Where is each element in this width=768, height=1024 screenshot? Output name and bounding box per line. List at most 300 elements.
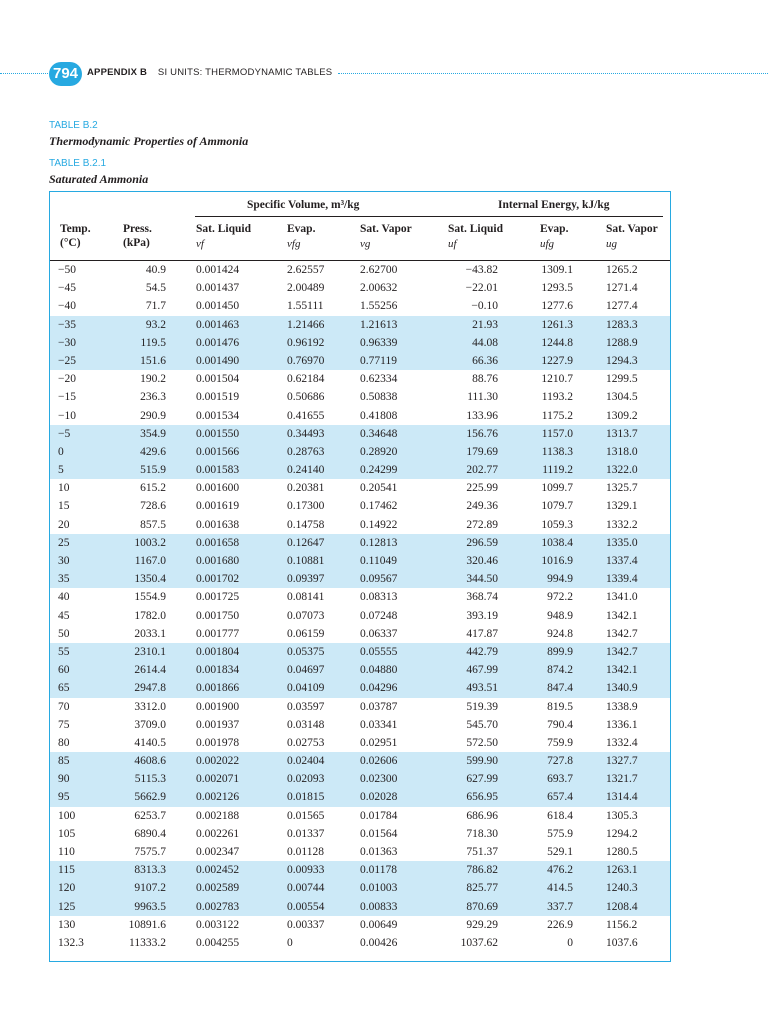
cell-temp: 90 (58, 773, 70, 786)
cell-temp: −35 (58, 318, 76, 331)
cell-press: 40.9 (145, 264, 166, 276)
cell-u-f: 718.30 (466, 827, 498, 840)
cell-v-g: 0.01784 (360, 809, 398, 822)
table-row (50, 843, 670, 861)
header-dotted-rule-right (338, 73, 768, 74)
cell-v-f: 0.002188 (196, 809, 240, 822)
cell-temp: 65 (58, 682, 70, 695)
cell-u-g: 1304.5 (606, 391, 638, 404)
cell-u-f: 825.77 (466, 882, 498, 895)
col-header-v-evap: Evap. (287, 223, 316, 235)
cell-u-g: 1299.5 (606, 373, 638, 386)
cell-u-fg: 529.1 (547, 846, 573, 858)
cell-v-fg: 0.05375 (287, 645, 325, 658)
cell-v-f: 0.002452 (196, 864, 240, 877)
cell-v-f: 0.001834 (196, 664, 240, 677)
cell-v-fg: 0.50686 (287, 391, 325, 404)
cell-u-g: 1263.1 (606, 864, 638, 877)
cell-temp: 0 (58, 445, 64, 458)
cell-press: 857.5 (140, 518, 166, 531)
cell-press: 1167.0 (134, 555, 166, 567)
cell-v-f: 0.001600 (196, 482, 240, 495)
cell-v-fg: 0.09397 (287, 573, 325, 586)
cell-temp: 55 (58, 645, 70, 658)
cell-u-fg: 657.4 (547, 791, 573, 804)
cell-u-f: 156.76 (466, 427, 498, 440)
cell-v-g: 0.02300 (360, 773, 398, 786)
appendix-label: APPENDIX B (87, 67, 148, 78)
cell-temp: −50 (58, 264, 76, 276)
cell-temp: −5 (58, 427, 71, 440)
cell-v-g: 0.02606 (360, 755, 398, 768)
cell-v-fg: 0.01337 (287, 827, 325, 840)
cell-u-g: 1314.4 (606, 791, 638, 804)
cell-u-g: 1305.3 (606, 809, 638, 822)
table-row (50, 916, 670, 934)
cell-v-fg: 1.55111 (287, 300, 324, 313)
cell-temp: 20 (58, 518, 70, 531)
cell-u-g: 1329.1 (606, 500, 638, 513)
cell-u-g: 1318.0 (606, 445, 638, 458)
cell-u-g: 1342.7 (606, 627, 638, 640)
cell-v-f: 0.002783 (196, 900, 240, 913)
table-row (50, 607, 670, 625)
cell-v-f: 0.001424 (196, 264, 240, 276)
cell-temp: 40 (58, 591, 70, 604)
table-row (50, 861, 670, 879)
cell-v-g: 1.55256 (360, 300, 398, 313)
cell-u-fg: 337.7 (547, 900, 573, 913)
cell-u-f: 572.50 (466, 736, 498, 749)
cell-u-f: 442.79 (466, 645, 498, 658)
cell-v-fg: 0.02404 (287, 755, 325, 768)
cell-u-g: 1037.6 (606, 936, 638, 949)
cell-u-fg: 994.9 (547, 573, 573, 586)
cell-v-fg: 0.01565 (287, 809, 325, 822)
cell-press: 6890.4 (134, 827, 166, 840)
cell-u-f: 249.36 (466, 500, 498, 513)
cell-v-f: 0.001978 (196, 736, 240, 749)
cell-u-fg: 899.9 (547, 645, 573, 658)
cell-u-fg: 1175.2 (541, 409, 573, 422)
cell-u-f: 519.39 (466, 700, 498, 713)
cell-v-fg: 0.10881 (287, 555, 325, 567)
cell-u-f: 393.19 (466, 609, 498, 622)
table-label: TABLE B.2 (49, 120, 98, 131)
cell-temp: 95 (58, 791, 70, 804)
cell-u-f: 870.69 (466, 900, 498, 913)
cell-v-f: 0.001490 (196, 354, 240, 367)
cell-u-f: 88.76 (472, 373, 498, 386)
cell-v-fg: 0.00554 (287, 900, 325, 913)
cell-v-g: 0.03341 (360, 718, 398, 731)
cell-u-fg: 847.4 (547, 682, 573, 695)
cell-press: 8313.3 (134, 864, 166, 877)
cell-v-fg: 0.00337 (287, 918, 325, 931)
cell-v-fg: 0.14758 (287, 518, 325, 531)
symbol-ug: ug (606, 238, 617, 250)
table-row (50, 679, 670, 697)
col-header-v-sat-vapor: Sat. Vapor (360, 223, 412, 235)
cell-v-fg: 0.00933 (287, 864, 325, 877)
table-row (50, 752, 670, 770)
table-row (50, 825, 670, 843)
symbol-ufg: ufg (540, 238, 555, 250)
cell-v-fg: 0.76970 (287, 354, 325, 367)
table-row (50, 698, 670, 716)
table-row (50, 625, 670, 643)
cell-temp: 105 (58, 827, 76, 840)
cell-u-f: 627.99 (466, 773, 498, 786)
cell-u-fg: 618.4 (547, 809, 573, 822)
cell-u-f: 320.46 (466, 555, 498, 567)
cell-temp: −30 (58, 336, 76, 349)
cell-v-f: 0.001638 (196, 518, 240, 531)
table-row (50, 879, 670, 897)
cell-press: 4140.5 (134, 736, 166, 749)
table-row (50, 479, 670, 497)
cell-v-fg: 0.00744 (287, 882, 325, 895)
cell-u-g: 1332.2 (606, 518, 638, 531)
cell-u-fg: 1138.3 (541, 445, 573, 458)
cell-temp: 15 (58, 500, 70, 513)
cell-press: 9963.5 (134, 900, 166, 913)
cell-u-g: 1340.9 (606, 682, 638, 695)
table-row (50, 443, 670, 461)
table-row (50, 643, 670, 661)
cell-v-g: 0.34648 (360, 427, 398, 440)
cell-u-g: 1322.0 (606, 464, 638, 477)
cell-temp: 50 (58, 627, 70, 640)
cell-temp: 30 (58, 555, 70, 567)
table-row (50, 279, 670, 297)
cell-press: 151.6 (140, 354, 166, 367)
cell-v-g: 0.41808 (360, 409, 398, 422)
cell-u-g: 1156.2 (606, 918, 638, 931)
cell-v-f: 0.001777 (196, 627, 240, 640)
cell-press: 190.2 (140, 373, 166, 386)
table-row (50, 388, 670, 406)
cell-v-fg: 2.62557 (287, 264, 325, 276)
cell-u-fg: 727.8 (547, 755, 573, 768)
table-row (50, 588, 670, 606)
cell-press: 2614.4 (134, 664, 166, 677)
cell-u-fg: 1210.7 (541, 373, 573, 386)
cell-v-fg: 0.41655 (287, 409, 325, 422)
cell-u-g: 1342.7 (606, 645, 638, 658)
cell-u-fg: 1309.1 (541, 264, 573, 276)
cell-v-fg: 0.04109 (287, 682, 325, 695)
cell-press: 1554.9 (134, 591, 166, 604)
col-header-u-evap: Evap. (540, 223, 569, 235)
cell-u-g: 1336.1 (606, 718, 638, 731)
cell-v-f: 0.001463 (196, 318, 240, 331)
cell-u-f: 599.90 (466, 755, 498, 768)
cell-temp: 110 (58, 846, 75, 858)
table-sublabel: TABLE B.2.1 (49, 158, 107, 169)
cell-press: 4608.6 (134, 755, 166, 768)
cell-temp: −40 (58, 300, 76, 313)
cell-v-fg: 0.12647 (287, 536, 325, 549)
cell-u-fg: 1261.3 (541, 318, 573, 331)
cell-v-g: 0.50838 (360, 391, 398, 404)
table-row (50, 297, 670, 315)
cell-u-f: 686.96 (466, 809, 498, 822)
cell-temp: 5 (58, 464, 64, 477)
cell-u-f: 929.29 (466, 918, 498, 931)
cell-u-fg: 1193.2 (541, 391, 573, 404)
symbol-vg: vg (360, 238, 371, 250)
table-row (50, 534, 670, 552)
cell-v-fg: 0.04697 (287, 664, 325, 677)
cell-temp: 45 (58, 609, 70, 622)
cell-u-fg: 972.2 (547, 591, 573, 604)
cell-v-f: 0.001566 (196, 445, 240, 458)
cell-v-g: 0.20541 (360, 482, 398, 495)
cell-u-f: −43.82 (465, 264, 498, 276)
cell-u-fg: 1016.9 (541, 555, 573, 567)
cell-press: 6253.7 (134, 809, 166, 822)
cell-v-g: 2.62700 (360, 264, 398, 276)
cell-u-fg: 759.9 (547, 736, 573, 749)
cell-u-fg: 1277.6 (541, 300, 573, 313)
cell-v-fg: 0.03148 (287, 718, 325, 731)
cell-u-f: 417.87 (466, 627, 498, 640)
cell-press: 93.2 (145, 318, 166, 331)
cell-v-f: 0.002589 (196, 882, 240, 895)
cell-press: 119.5 (140, 336, 166, 349)
cell-press: 1350.4 (134, 573, 166, 586)
table-row (50, 934, 670, 952)
table-row (50, 461, 670, 479)
cell-v-f: 0.001937 (196, 718, 240, 731)
cell-temp: 120 (58, 882, 76, 895)
cell-v-fg: 0.17300 (287, 500, 325, 513)
cell-u-fg: 693.7 (547, 773, 573, 786)
cell-u-f: 179.69 (466, 445, 498, 458)
cell-v-g: 0.05555 (360, 645, 398, 658)
cell-press: 5115.3 (134, 773, 166, 786)
table-row (50, 316, 670, 334)
table-row (50, 807, 670, 825)
cell-u-f: −22.01 (465, 282, 498, 295)
cell-press: 2310.1 (134, 645, 166, 658)
cell-u-g: 1341.0 (606, 591, 638, 604)
cell-temp: 70 (58, 700, 70, 713)
cell-v-f: 0.001866 (196, 682, 240, 695)
cell-u-fg: 414.5 (547, 882, 573, 895)
cell-v-g: 0.17462 (360, 500, 398, 513)
cell-press: 1003.2 (134, 536, 166, 549)
cell-v-g: 0.14922 (360, 518, 398, 531)
cell-u-g: 1309.2 (606, 409, 638, 422)
cell-u-g: 1337.4 (606, 555, 638, 567)
cell-v-g: 0.00649 (360, 918, 398, 931)
cell-temp: 75 (58, 718, 70, 731)
cell-u-fg: 1079.7 (541, 500, 573, 513)
cell-u-fg: 790.4 (547, 718, 573, 731)
cell-u-g: 1240.3 (606, 882, 638, 895)
cell-v-f: 0.004255 (196, 936, 240, 949)
table-row (50, 570, 670, 588)
cell-v-f: 0.002261 (196, 827, 240, 840)
table-row (50, 370, 670, 388)
cell-v-fg: 0.03597 (287, 700, 325, 713)
cell-temp: 125 (58, 900, 76, 913)
cell-u-g: 1313.7 (606, 427, 638, 440)
table-row (50, 516, 670, 534)
cell-v-g: 0.03787 (360, 700, 398, 713)
col-header-v-sat-liquid: Sat. Liquid (196, 223, 251, 235)
cell-u-g: 1327.7 (606, 755, 638, 768)
cell-v-fg: 0.07073 (287, 609, 325, 622)
cell-v-f: 0.001658 (196, 536, 240, 549)
cell-u-g: 1288.9 (606, 336, 638, 349)
table-subtitle: Saturated Ammonia (49, 172, 149, 186)
table-row (50, 898, 670, 916)
cell-u-f: 751.37 (466, 846, 498, 858)
section-label: SI UNITS: THERMODYNAMIC TABLES (157, 67, 333, 78)
cell-temp: 80 (58, 736, 70, 749)
table-row (50, 770, 670, 788)
cell-u-g: 1332.4 (606, 736, 638, 749)
col-header-u-sat-vapor: Sat. Vapor (606, 223, 658, 235)
cell-press: 515.9 (140, 464, 166, 477)
cell-v-f: 0.001534 (196, 409, 240, 422)
cell-v-f: 0.001804 (196, 645, 240, 658)
cell-u-f: 493.51 (466, 682, 498, 695)
cell-u-g: 1271.4 (606, 282, 638, 295)
cell-v-g: 0.01564 (360, 827, 398, 840)
cell-temp: 60 (58, 664, 70, 677)
cell-temp: 130 (58, 918, 76, 931)
cell-temp: −10 (58, 409, 76, 422)
cell-v-f: 0.001680 (196, 555, 240, 567)
cell-v-g: 1.21613 (360, 318, 398, 331)
cell-v-fg: 0.28763 (287, 445, 325, 458)
cell-u-f: 786.82 (466, 864, 498, 877)
cell-u-g: 1277.4 (606, 300, 638, 313)
cell-temp: 35 (58, 573, 70, 586)
cell-temp: 10 (58, 482, 70, 495)
page-number-badge: 794 (49, 62, 82, 86)
table-row (50, 788, 670, 806)
cell-press: 354.9 (140, 427, 166, 440)
cell-press: 728.6 (140, 500, 166, 513)
cell-u-fg: 0 (567, 936, 573, 949)
cell-u-f: 296.59 (466, 536, 498, 549)
cell-v-g: 0.77119 (360, 354, 397, 367)
cell-temp: −45 (58, 282, 76, 295)
cell-u-f: 66.36 (472, 354, 498, 367)
cell-u-g: 1283.3 (606, 318, 638, 331)
table-row (50, 716, 670, 734)
table-row (50, 334, 670, 352)
cell-u-fg: 874.2 (547, 664, 573, 677)
cell-v-g: 0.00833 (360, 900, 398, 913)
group-header-specific-volume: Specific Volume, m³/kg (247, 199, 360, 211)
cell-press: 11333.2 (129, 936, 166, 949)
cell-u-fg: 1099.7 (541, 482, 573, 495)
cell-u-g: 1325.7 (606, 482, 638, 495)
table-row (50, 352, 670, 370)
cell-u-f: 272.89 (466, 518, 498, 531)
cell-v-f: 0.001619 (196, 500, 240, 513)
cell-v-fg: 0.20381 (287, 482, 325, 495)
cell-v-f: 0.001725 (196, 591, 240, 604)
cell-v-f: 0.003122 (196, 918, 240, 931)
cell-v-fg: 2.00489 (287, 282, 325, 295)
table-row (50, 552, 670, 570)
symbol-vfg: vfg (287, 238, 301, 250)
cell-v-fg: 0.06159 (287, 627, 325, 640)
cell-v-f: 0.002022 (196, 755, 240, 768)
table-row (50, 407, 670, 425)
cell-u-g: 1265.2 (606, 264, 638, 276)
cell-u-fg: 1038.4 (541, 536, 573, 549)
group-header-internal-energy: Internal Energy, kJ/kg (498, 199, 610, 211)
table-title: Thermodynamic Properties of Ammonia (49, 134, 249, 148)
cell-v-g: 0.24299 (360, 464, 398, 477)
cell-u-g: 1208.4 (606, 900, 638, 913)
table-body (50, 261, 670, 952)
cell-u-fg: 226.9 (547, 918, 573, 931)
cell-v-g: 0.28920 (360, 445, 398, 458)
cell-u-f: 202.77 (466, 464, 498, 477)
cell-u-fg: 819.5 (547, 700, 573, 713)
table-row (50, 425, 670, 443)
cell-press: 2033.1 (134, 627, 166, 640)
running-head (87, 67, 332, 78)
cell-v-g: 0.00426 (360, 936, 398, 949)
table-row (50, 261, 670, 279)
cell-v-g: 0.07248 (360, 609, 398, 622)
cell-v-f: 0.001437 (196, 282, 240, 295)
cell-v-f: 0.001550 (196, 427, 240, 440)
cell-v-fg: 0.34493 (287, 427, 325, 440)
cell-v-fg: 0.62184 (287, 373, 325, 386)
cell-u-fg: 948.9 (547, 609, 573, 622)
cell-press: 3709.0 (134, 718, 166, 731)
cell-temp: −25 (58, 354, 76, 367)
cell-v-g: 0.01003 (360, 882, 398, 895)
cell-temp: −20 (58, 373, 76, 386)
cell-u-f: 21.93 (472, 318, 498, 331)
cell-press: 615.2 (140, 482, 166, 495)
cell-u-g: 1342.1 (606, 609, 638, 622)
cell-u-f: 344.50 (466, 573, 498, 586)
cell-v-fg: 0.08141 (287, 591, 325, 604)
cell-v-f: 0.001476 (196, 336, 240, 349)
cell-press: 10891.6 (128, 918, 166, 931)
cell-u-fg: 1244.8 (541, 336, 573, 349)
table-row (50, 734, 670, 752)
cell-v-f: 0.001504 (196, 373, 240, 386)
cell-u-f: 656.95 (466, 791, 498, 804)
saturated-ammonia-table (49, 191, 671, 962)
symbol-uf: uf (448, 238, 457, 250)
cell-u-fg: 1293.5 (541, 282, 573, 295)
cell-v-g: 0.09567 (360, 573, 398, 586)
cell-u-g: 1280.5 (606, 846, 638, 858)
table-row (50, 497, 670, 515)
cell-v-g: 0.06337 (360, 627, 398, 640)
cell-press: 290.9 (140, 409, 166, 422)
cell-v-fg: 1.21466 (287, 318, 325, 331)
cell-v-g: 0.01178 (360, 864, 397, 877)
col-header-temp: Temp. (°C) (60, 223, 91, 249)
cell-press: 2947.8 (134, 682, 166, 695)
